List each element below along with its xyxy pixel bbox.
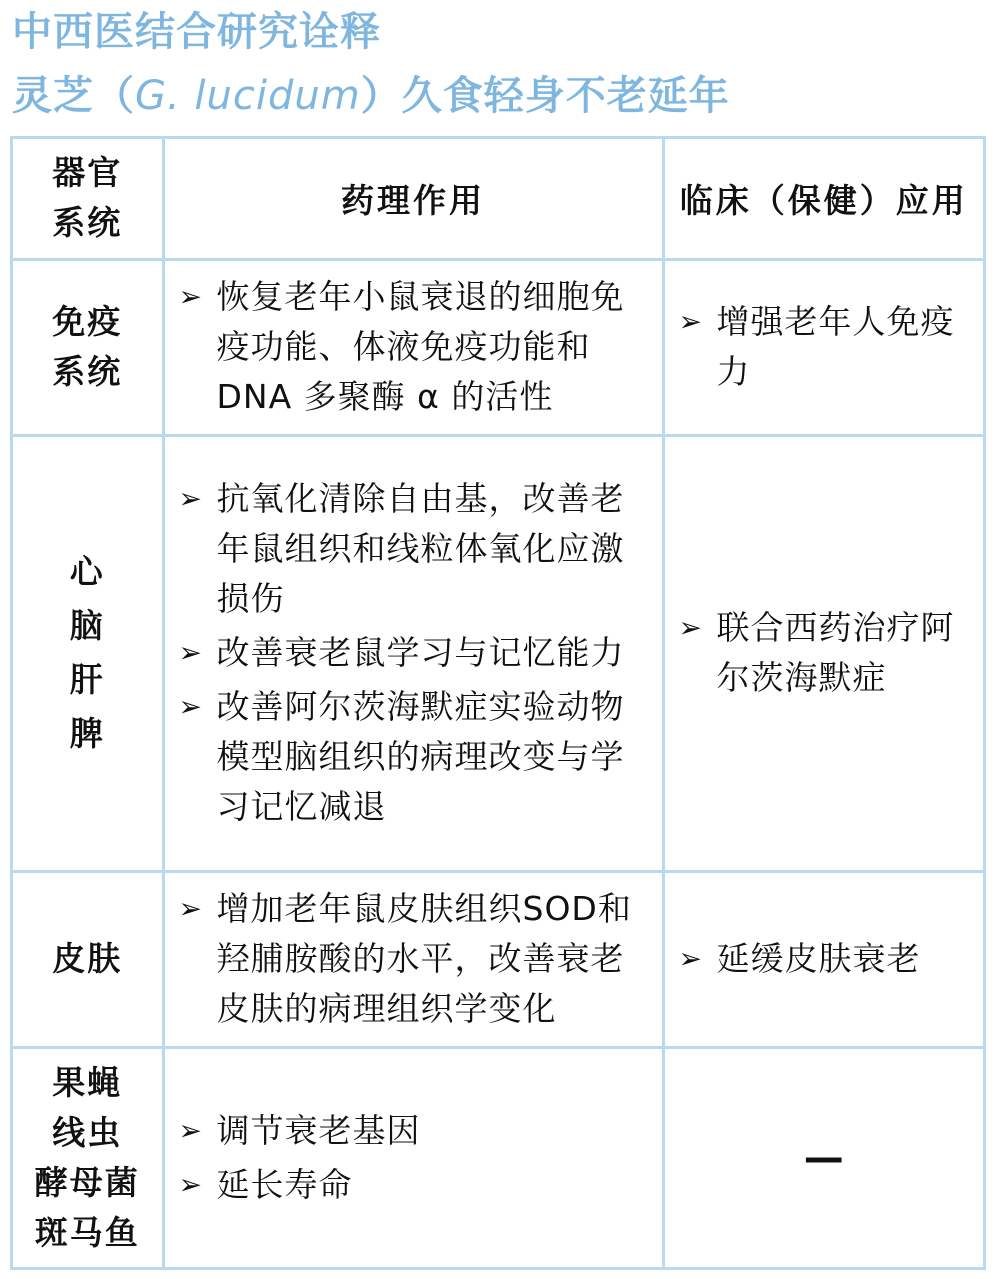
arrow-bullet-icon: ➢	[178, 482, 202, 515]
bullet-item	[179, 682, 656, 832]
header-organ	[13, 139, 163, 259]
table-row	[13, 435, 983, 871]
bullet-item	[179, 474, 656, 624]
bullet-text: 恢复老年小鼠衰退的细胞免疫功能、体液免疫功能和 DNA 多聚酶 α 的活性	[216, 277, 625, 416]
arrow-bullet-icon: ➢	[678, 305, 702, 338]
organ-label: 心	[69, 552, 105, 591]
organ-label: 酵母菌	[34, 1162, 140, 1202]
clinical-cell	[663, 435, 983, 871]
clinical-cell	[663, 871, 983, 1047]
subtitle-suffix: ）久食轻身不老延年	[360, 73, 730, 119]
bullet-text: 延长寿命	[216, 1164, 353, 1204]
arrow-bullet-icon: ➢	[178, 1167, 202, 1201]
pharmacology-cell	[163, 259, 663, 435]
organ-label: 脾	[69, 714, 105, 753]
bullet-text: 增强老年人免疫力	[716, 302, 955, 391]
bullet-text: 联合西药治疗阿尔茨海默症	[716, 608, 955, 697]
header-clinical	[663, 139, 983, 259]
organ-label: 斑马鱼	[34, 1212, 140, 1252]
page-title: 中西医结合研究诠释	[12, 9, 381, 55]
arrow-bullet-icon: ➢	[678, 942, 702, 975]
bullet-item	[179, 1106, 656, 1156]
bullet-item	[679, 297, 978, 397]
table-row	[13, 871, 983, 1047]
organ-label: 免疫	[52, 302, 123, 341]
bullet-text: 延缓皮肤衰老	[716, 939, 921, 978]
table-row	[13, 1047, 983, 1267]
bullet-text: 改善阿尔茨海默症实验动物模型脑组织的病理改变与学习记忆减退	[216, 687, 625, 826]
organ-label: 线虫	[52, 1112, 123, 1152]
organ-cell	[13, 871, 163, 1047]
bullet-text: 调节衰老基因	[216, 1110, 421, 1150]
pharmacology-cell	[163, 871, 663, 1047]
empty-dash: —	[803, 1134, 844, 1181]
organ-cell	[13, 1047, 163, 1267]
page-subtitle	[12, 72, 730, 120]
bullet-item	[179, 1160, 656, 1210]
pharmacology-cell	[163, 435, 663, 871]
pharmacology-cell	[163, 1047, 663, 1267]
arrow-bullet-icon: ➢	[178, 636, 202, 669]
organ-label: 皮肤	[52, 939, 123, 978]
header-pharmacology-label: 药理作用	[341, 180, 485, 220]
effects-table	[10, 136, 986, 1270]
bullet-item	[179, 272, 656, 422]
header-organ-line: 器官	[52, 153, 123, 193]
bullet-text: 改善衰老鼠学习与记忆能力	[216, 633, 625, 672]
organ-label: 脑	[69, 606, 105, 645]
header-clinical-label: 临床（保健）应用	[679, 180, 968, 220]
subtitle-prefix: 灵芝（	[12, 73, 135, 119]
table-header-row	[13, 139, 983, 259]
arrow-bullet-icon: ➢	[178, 1113, 202, 1147]
bullet-text: 抗氧化清除自由基，改善老年鼠组织和线粒体氧化应激损伤	[216, 479, 625, 618]
bullet-item	[679, 603, 978, 703]
organ-cell	[13, 435, 163, 871]
arrow-bullet-icon: ➢	[178, 280, 202, 313]
organ-label: 肝	[69, 660, 105, 699]
header-organ-line: 系统	[52, 203, 123, 243]
arrow-bullet-icon: ➢	[178, 892, 202, 925]
subtitle-latin-name: G. lucidum	[135, 73, 361, 119]
arrow-bullet-icon: ➢	[678, 611, 702, 644]
bullet-item	[179, 628, 656, 678]
organ-label: 系统	[52, 352, 123, 391]
clinical-cell	[663, 1047, 983, 1267]
bullet-text: 增加老年鼠皮肤组织SOD和羟脯胺酸的水平，改善衰老皮肤的病理组织学变化	[216, 889, 632, 1028]
organ-label: 果蝇	[52, 1062, 123, 1102]
header-pharmacology	[163, 139, 663, 259]
bullet-item	[679, 934, 978, 984]
organ-cell	[13, 259, 163, 435]
table-row	[13, 259, 983, 435]
clinical-cell	[663, 259, 983, 435]
arrow-bullet-icon: ➢	[178, 690, 202, 723]
bullet-item	[179, 884, 656, 1034]
